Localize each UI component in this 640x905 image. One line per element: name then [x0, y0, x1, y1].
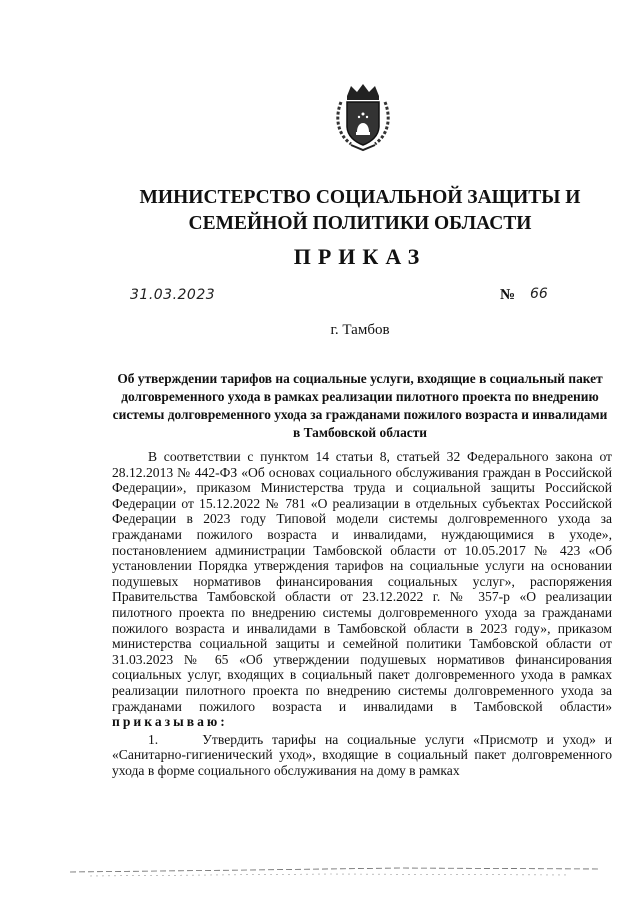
ministry-line-2: СЕМЕЙНОЙ ПОЛИТИКИ ОБЛАСТИ — [188, 213, 532, 234]
order-word: приказываю: — [112, 714, 228, 730]
order-item-1: 1. Утвердить тарифы на социальные услуги «Присмотр и уход» и «Санитарно-гигиенический уход», входящие в социальный пакет долговременного ухода в форме социального обслуживания на дому в рамках — [112, 731, 612, 778]
number-label: № — [500, 287, 516, 303]
ministry-line-1: МИНИСТЕРСТВО СОЦИАЛЬНОЙ ЗАЩИТЫ И — [139, 187, 581, 208]
document-type: ПРИКАЗ — [293, 244, 427, 269]
scan-artifact-line — [70, 862, 600, 878]
city: г. Тамбов — [330, 322, 390, 338]
document-date: 31.03.2023 — [130, 287, 216, 303]
coat-of-arms-icon — [333, 82, 393, 152]
document-body — [112, 449, 612, 778]
document-number: 66 — [530, 286, 548, 302]
ministry-name — [100, 185, 620, 237]
document-subject: Об утверждении тарифов на социальные услуги, входящие в социальный пакет долговременного ухода в рамках реализации пилотного проекта по внедрению системы долговременного ухода за гражданами пожилого возраста и инвалидами в Тамбовской области — [112, 371, 608, 440]
preamble-text: В соответствии с пунктом 14 статьи 8, статьей 32 Федерального закона от 28.12.2013 № 442-ФЗ «Об основах социального обслуживания граждан в Российской Федерации», приказом Министерства труда и социальной защиты Российской Федерации от 15.12.2022 № 781 «О реализации в отдельных субъектах Российской Федерации в 2023 году Типовой модели системы долговременного ухода за гражданами пожилого возраста и инвалидами, нуждающимися в уходе», постановлением администрации Тамбовской области от 10.05.2017 № 423 «Об установлении Порядка утверждения тарифов на социальные услуги на основании подушевых нормативов финансирования социальных услуг», распоряжения Правительства Тамбовской области от 23.12.2022 г. № 357-р «О реализации пилотного проекта по внедрению системы долговременного ухода за гражданами пожилого возраста и инвалидами в Тамбовской области в 2023 году», приказом министерства социальной защиты и семейной политики Тамбовской области от 31.03.2023 № 65 «Об утверждении подушевых нормативов финансирования социальных услуг, входящих в социальный пакет долговременного ухода в рамках реализации пилотного проекта по внедрению системы долговременного ухода за гражданами пожилого возраста и инвалидами в Тамбовской области» — [112, 449, 612, 714]
body-paragraph — [112, 449, 612, 730]
